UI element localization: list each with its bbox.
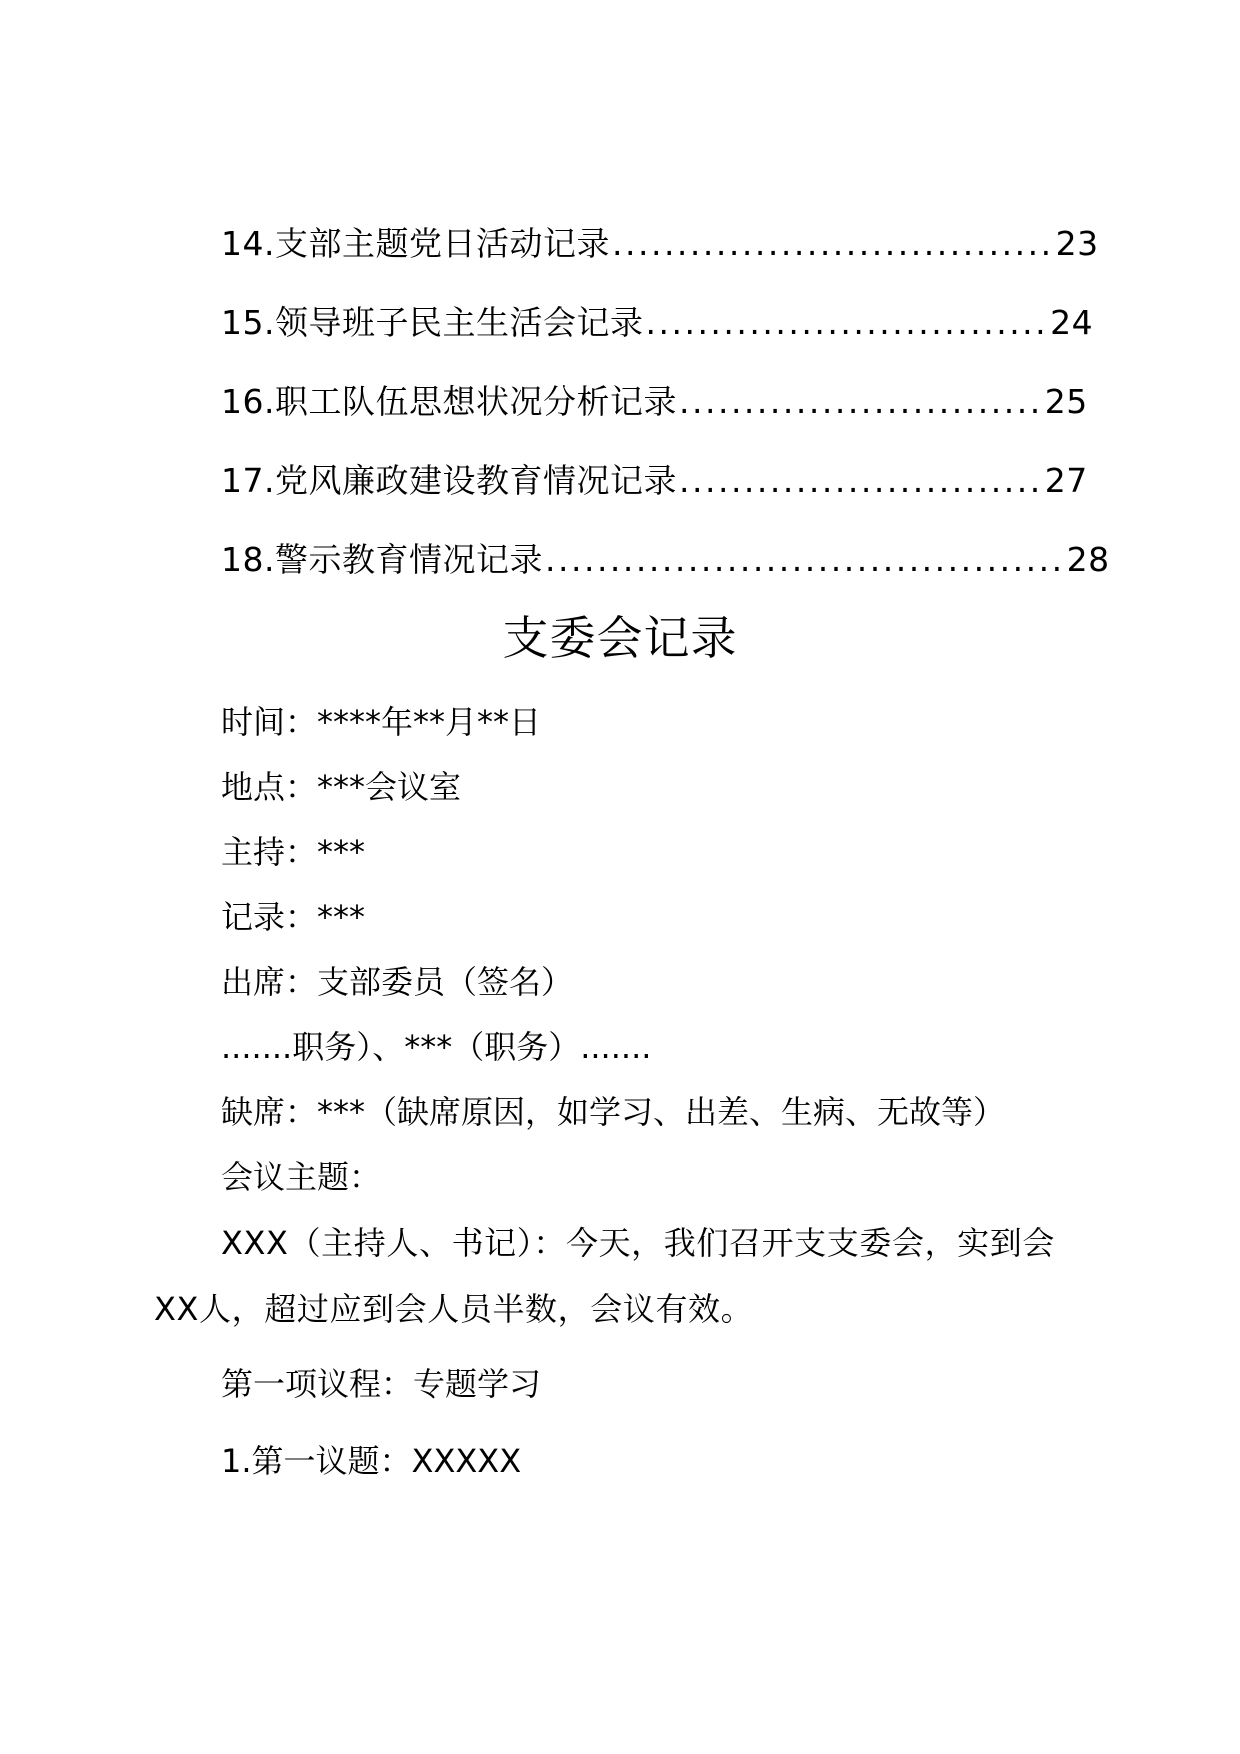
meeting-record-body <box>154 690 1094 1494</box>
agenda-sub-item: 1.第一议题：XXXXX <box>221 1442 522 1480</box>
toc-page-number: 28 <box>1066 540 1110 579</box>
toc-page-number: 27 <box>1044 461 1088 500</box>
table-of-contents <box>221 215 1110 610</box>
meeting-time: 时间：****年**月**日 <box>221 703 542 741</box>
toc-leader-dots: ............................... <box>645 303 1049 342</box>
toc-leader-dots: .................................. <box>611 224 1054 263</box>
toc-page-number: 25 <box>1044 382 1088 421</box>
meeting-place: 地点：***会议室 <box>221 768 462 806</box>
toc-entry-title: 17.党风廉政建设教育情况记录 <box>221 461 677 500</box>
toc-leader-dots: ............................ <box>678 461 1043 500</box>
agenda-item-heading: 第一项议程：专题学习 <box>221 1365 542 1403</box>
meeting-attendees: 出席：支部委员（签名） <box>221 963 574 1001</box>
meeting-absent: 缺席：***（缺席原因，如学习、出差、生病、无故等） <box>221 1093 1006 1131</box>
meeting-attendees-continued: .......职务）、***（职务）....... <box>221 1028 652 1066</box>
toc-entry-title: 18.警示教育情况记录 <box>221 540 543 579</box>
toc-entry <box>221 452 1088 531</box>
toc-entry <box>221 531 1110 610</box>
toc-entry-title: 15.领导班子民主生活会记录 <box>221 303 644 342</box>
toc-entry <box>221 294 1094 373</box>
section-title: 支委会记录 <box>502 611 738 665</box>
toc-page-number: 23 <box>1055 224 1099 263</box>
toc-entry-title: 16.职工队伍思想状况分析记录 <box>221 382 677 421</box>
toc-leader-dots: ........................................ <box>544 540 1065 579</box>
toc-entry-title: 14.支部主题党日活动记录 <box>221 224 610 263</box>
meeting-topic: 会议主题： <box>221 1158 382 1196</box>
toc-entry <box>221 373 1088 452</box>
toc-leader-dots: ............................ <box>678 382 1043 421</box>
meeting-recorder: 记录：*** <box>221 898 366 936</box>
opening-paragraph: XXX（主持人、书记）：今天，我们召开支支委会，实到会XX人，超过应到会人员半数，会议有效。 <box>154 1224 1055 1328</box>
toc-page-number: 24 <box>1050 303 1094 342</box>
toc-entry <box>221 215 1099 294</box>
meeting-host: 主持：*** <box>221 833 366 871</box>
